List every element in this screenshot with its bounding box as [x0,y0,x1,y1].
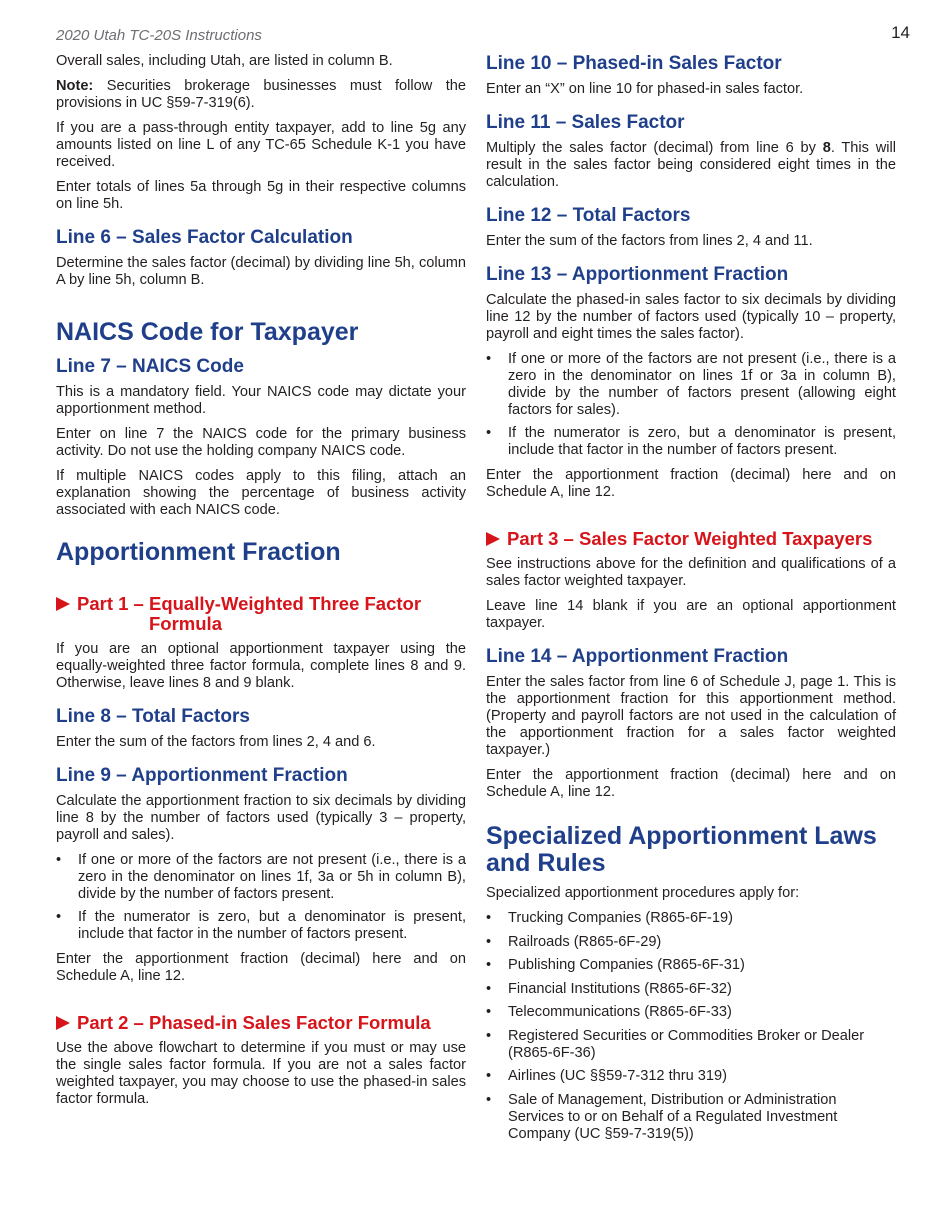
specialized-section-heading: Specialized Apportionment Laws and Rules [486,822,877,877]
line7-heading: Line 7 – NAICS Code [56,356,244,377]
list-item: • Trucking Companies (R865-6F-19) [486,910,896,927]
line11-heading: Line 11 – Sales Factor [486,112,685,133]
line11-text-b: . This will result in the sales factor being considered eight times in the calculation. [486,140,896,190]
list-item: • If the numerator is zero, but a denominator is present, include that factor in the number of factors present. [486,425,896,459]
arrow-right-icon [56,1016,70,1030]
list-item: • If one or more of the factors are not present (i.e., there is a zero in the denominator on lines 1f, 3a or 5h in column B), divide by the number of factors present. [56,852,466,903]
arrow-right-icon [486,532,500,546]
paragraph: Enter the apportionment fraction (decimal) here and on Schedule A, line 12. [56,951,466,984]
line11-multiplier: 8 [822,140,831,156]
paragraph: This is a mandatory field. Your NAICS code may dictate your apportionment method. [56,384,466,417]
list-item: • Registered Securities or Commodities Broker or Dealer (R865-6F-36) [486,1028,896,1062]
note-paragraph [56,78,466,112]
line12-heading: Line 12 – Total Factors [486,205,691,226]
paragraph: Use the above flowchart to determine if you must or may use the single sales factor formula. If you are not a sales factor weighted taxpayer, you may choose to use the phased-in sales factor formula. [56,1040,466,1107]
list-item: • Railroads (R865-6F-29) [486,934,896,951]
paragraph: If you are a pass-through entity taxpayer, add to line 5g any amounts listed on line L of any TC-65 Schedule K-1 you have received. [56,120,466,170]
paragraph: See instructions above for the definition and qualifications of a sales factor weighted taxpayer. [486,556,896,589]
paragraph: Calculate the phased-in sales factor to six decimals by dividing line 12 by the number of factors used (typically 10 – property, payroll and eight times the sales factor). [486,292,896,342]
apportionment-section-heading: Apportionment Fraction [56,538,341,566]
paragraph: Calculate the apportionment fraction to six decimals by dividing line 8 by the number of factors used (typically 3 – property, payroll and sales). [56,793,466,843]
bullet-list [486,351,896,459]
paragraph: Specialized apportionment procedures apply for: [486,885,800,901]
paragraph: Enter the sales factor from line 6 of Schedule J, page 1. This is the apportionment fraction for this apportionment method. (Property and payroll factors are not used in the calculation of the apportionment fraction for a sales factor weighted taxpayer.) [486,674,896,758]
part2-heading [56,1013,466,1033]
right-column [486,53,896,1151]
naics-section-heading: NAICS Code for Taxpayer [56,318,359,346]
part2-heading-text: Part 2 – Phased-in Sales Factor Formula [77,1012,431,1033]
left-column [56,53,466,1116]
paragraph: Enter on line 7 the NAICS code for the primary business activity. Do not use the holding company NAICS code. [56,426,466,459]
part1-heading [56,594,466,634]
note-text: Securities brokerage businesses must follow the provisions in UC §59-7-319(6). [56,78,466,111]
paragraph: Enter the apportionment fraction (decimal) here and on Schedule A, line 12. [486,467,896,500]
paragraph: Enter the sum of the factors from lines 2, 4 and 6. [56,734,376,750]
arrow-right-icon [56,597,70,611]
list-item: • Telecommunications (R865-6F-33) [486,1004,896,1021]
paragraph: Overall sales, including Utah, are listed in column B. [56,53,393,69]
list-item: • Publishing Companies (R865-6F-31) [486,957,896,974]
line10-heading: Line 10 – Phased-in Sales Factor [486,53,782,74]
line14-heading: Line 14 – Apportionment Fraction [486,646,789,667]
running-header: 2020 Utah TC-20S Instructions [56,27,262,44]
list-item: • If one or more of the factors are not present (i.e., there is a zero in the denominator on lines 1f or 3a in column B), divide by the number of factors present (allowing eight factors for sales). [486,351,896,419]
line6-heading: Line 6 – Sales Factor Calculation [56,227,353,248]
part1-heading-line1: Part 1 – Equally-Weighted Three Factor [77,593,422,614]
bullet-list [56,852,466,943]
note-label: Note: [56,78,94,94]
list-item: • If the numerator is zero, but a denominator is present, include that factor in the number of factors present. [56,909,466,943]
paragraph: Enter an “X” on line 10 for phased-in sales factor. [486,81,804,97]
paragraph [486,140,896,191]
list-item: • Airlines (UC §§59-7-312 thru 319) [486,1068,896,1085]
paragraph: Determine the sales factor (decimal) by dividing line 5h, column A by line 5h, column B. [56,255,466,288]
line9-heading: Line 9 – Apportionment Fraction [56,765,348,786]
paragraph: Enter the sum of the factors from lines 2, 4 and 11. [486,233,813,249]
part3-heading-text: Part 3 – Sales Factor Weighted Taxpayers [507,528,873,549]
paragraph: Leave line 14 blank if you are an optional apportionment taxpayer. [486,598,896,631]
list-item: • Financial Institutions (R865-6F-32) [486,981,896,998]
line13-heading: Line 13 – Apportionment Fraction [486,264,789,285]
page-number: 14 [891,23,910,42]
line11-text-a: Multiply the sales factor (decimal) from line 6 by [486,140,823,156]
paragraph: If multiple NAICS codes apply to this filing, attach an explanation showing the percentage of business activity associated with each NAICS code. [56,468,466,518]
paragraph: If you are an optional apportionment taxpayer using the equally-weighted three factor formula, complete lines 8 and 9. Otherwise, leave lines 8 and 9 blank. [56,641,466,691]
list-item: • Sale of Management, Distribution or Administration Services to or on Behalf of a Regulated Investment Company (UC §59-7-319(5)) [486,1092,896,1143]
paragraph: Enter the apportionment fraction (decimal) here and on Schedule A, line 12. [486,767,896,800]
paragraph: Enter totals of lines 5a through 5g in their respective columns on line 5h. [56,179,466,212]
part1-heading-line2: Formula [149,613,222,634]
part3-heading [486,529,896,549]
line8-heading: Line 8 – Total Factors [56,706,250,727]
specialized-list [486,910,896,1143]
